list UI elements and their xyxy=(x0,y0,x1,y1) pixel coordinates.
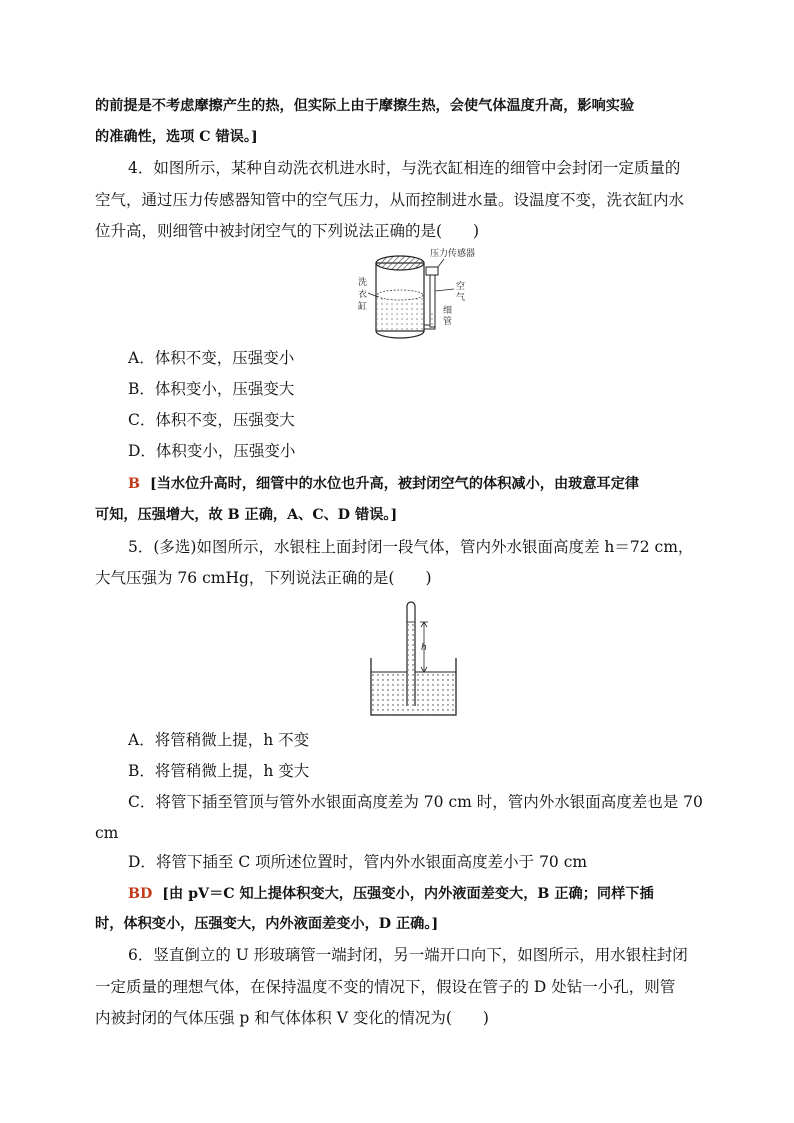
q4-option-c: C．体积不变，压强变大 xyxy=(128,411,295,429)
q6-stem-line-3: 内被封闭的气体压强 p 和气体体积 V 变化的情况为( ) xyxy=(95,1009,489,1027)
tub-label-1: 洗 xyxy=(358,278,368,288)
q5-stem-line-1: 5．(多选)如图所示，水银柱上面封闭一段气体，管内外水银面高度差 h＝72 cm， xyxy=(128,538,694,556)
q4-answer-text-1: [当水位升高时，细管中的水位也升高，被封闭空气的体积减小，由玻意耳定律 xyxy=(150,476,640,492)
q5-option-b: B．将管稍微上提，h 变大 xyxy=(128,762,310,780)
tub-label-2: 衣 xyxy=(358,290,368,300)
tub-water xyxy=(377,295,423,330)
q5-stem-line-2: 大气压强为 76 cmHg，下列说法正确的是( ) xyxy=(95,569,432,587)
q6-stem-line-1: 6．竖直倒立的 U 形玻璃管一端封闭，另一端开口向下，如图所示，用水银柱封闭 xyxy=(128,946,688,964)
q4-option-d: D．体积变小，压强变小 xyxy=(128,442,296,460)
tube-label-1: 细 xyxy=(443,306,453,316)
tube-label-2: 管 xyxy=(443,317,453,327)
q5-option-a: A．将管稍微上提，h 不变 xyxy=(128,731,310,749)
washing-machine-figure xyxy=(340,247,476,339)
mercury-column xyxy=(408,622,414,706)
q5-answer-line-1 xyxy=(128,884,733,904)
q4-stem-line-1: 4．如图所示，某种自动洗衣机进水时，与洗衣缸相连的细管中会封闭一定质量的 xyxy=(128,159,681,177)
q4-option-b: B．体积变小，压强变大 xyxy=(128,380,295,398)
q5-answer-text-1: [由 pV＝C 知上提体积变大，压强变小，内外液面差变大，B 正确；同样下插 xyxy=(162,886,654,902)
air-label-2: 气 xyxy=(456,293,466,303)
prev-answer-line-2: 的准确性，选项 C 错误。] xyxy=(95,129,258,145)
q6-stem-line-2: 一定质量的理想气体，在保持温度不变的情况下，假设在管子的 D 处钻一小孔，则管 xyxy=(95,978,676,996)
q4-option-a: A．体积不变，压强变小 xyxy=(128,349,295,367)
q4-answer-line-1 xyxy=(128,474,733,494)
q4-stem-line-3: 位升高，则细管中被封闭空气的下列说法正确的是( ) xyxy=(95,222,480,240)
sensor-label: 压力传感器 xyxy=(430,249,476,259)
q4-stem-line-2: 空气，通过压力传感器知管中的空气压力，从而控制进水量。设温度不变，洗衣缸内水 xyxy=(95,191,685,209)
q5-option-c-line-2: cm xyxy=(95,824,119,842)
prev-answer-line-1: 的前提是不考虑摩擦产生的热，但实际上由于摩擦生热，会使气体温度升高，影响实验 xyxy=(95,98,635,114)
q5-option-c-line-1: C．将管下插至管顶与管外水银面高度差为 70 cm 时，管内外水银面高度差也是 70 xyxy=(128,793,703,811)
mercury-tube-figure xyxy=(366,598,466,722)
air-label-1: 空 xyxy=(456,282,466,292)
q4-answer-line-2: 可知，压强增大，故 B 正确，A、C、D 错误。] xyxy=(95,507,398,523)
q5-answer-key: BD xyxy=(128,886,153,902)
q5-answer-line-2: 时，体积变小，压强变大，内外液面差变小，D 正确。] xyxy=(95,916,439,932)
tub-label-3: 缸 xyxy=(358,302,368,312)
tub-lid xyxy=(376,256,424,270)
q4-answer-key: B xyxy=(128,476,140,492)
h-label: h xyxy=(421,643,427,653)
q5-option-d: D．将管下插至 C 项所述位置时，管内外水银面高度差小于 70 cm xyxy=(128,853,588,871)
pressure-sensor xyxy=(426,267,438,275)
